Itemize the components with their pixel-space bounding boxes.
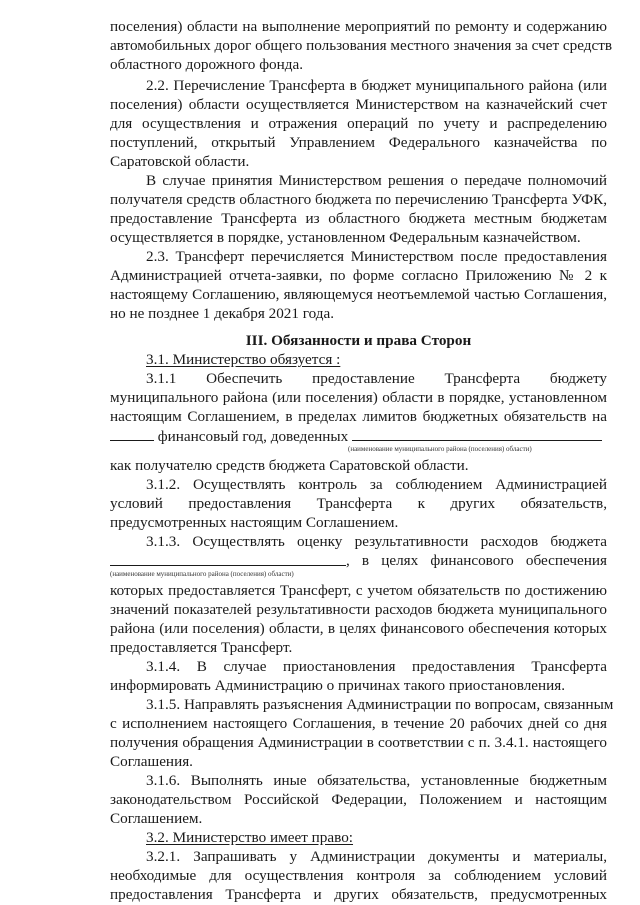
paragraph-line: с исполнением настоящего Соглашения, в течение 20 рабочих дней со дня bbox=[110, 715, 607, 732]
paragraph-line: предусмотренных настоящим Соглашением. bbox=[110, 514, 399, 531]
paragraph-line: 2.3. Трансферт перечисляется Министерством после предоставления bbox=[146, 248, 607, 265]
paragraph-line: Саратовской области. bbox=[110, 153, 250, 170]
paragraph-line: получения обращения Администрации в соответствии с п. 3.4.1. настоящего bbox=[110, 734, 607, 751]
paragraph-line: Администрацией отчета-заявки, по форме согласно Приложению № 2 к bbox=[110, 267, 607, 284]
paragraph-line: предоставление Трансферта из областного бюджета местным бюджетам bbox=[110, 210, 607, 227]
paragraph-line: , в целях финансового обеспечения bbox=[110, 551, 607, 570]
paragraph-line: для осуществления и отражения операций по учету и распределению bbox=[110, 115, 607, 132]
blank-field bbox=[352, 426, 602, 441]
field-caption: (наименование муниципального района (поселения) области) bbox=[348, 445, 532, 453]
paragraph-line: 3.1.5. Направлять разъяснения Администрации по вопросам, связанным bbox=[146, 696, 614, 713]
blank-field bbox=[110, 551, 346, 566]
paragraph-line: условий предоставления Трансферта к других обязательств, bbox=[110, 495, 607, 512]
paragraph-line: Соглашения. bbox=[110, 753, 193, 770]
paragraph-line: Соглашением. bbox=[110, 810, 203, 827]
paragraph-line: 3.1.6. Выполнять иные обязательства, установленные бюджетным bbox=[146, 772, 607, 789]
paragraph-line: настоящим Соглашением, в пределах лимитов бюджетных обязательств на bbox=[110, 408, 607, 425]
paragraph-line: 3.1.4. В случае приостановления предоставления Трансферта bbox=[146, 658, 607, 675]
paragraph-line: необходимые для осуществления контроля за соблюдением условий bbox=[110, 867, 607, 884]
paragraph-line: информировать Администрацию о причинах такого приостановления. bbox=[110, 677, 566, 694]
field-caption: (наименование муниципального района (поселения) области) bbox=[110, 570, 294, 578]
paragraph-line: района (или поселения) области, в целях финансового обеспечения которых bbox=[110, 620, 607, 637]
paragraph-line: 3.2.1. Запрашивать у Администрации документы и материалы, bbox=[146, 848, 607, 865]
paragraph-line: предоставления Трансферта и других обязательств, предусмотренных bbox=[110, 886, 607, 903]
paragraph-line: значений показателей результативности расходов бюджета муниципального bbox=[110, 601, 607, 618]
paragraph-line: поступлений, открытый Управлением Федерального казначейства по bbox=[110, 134, 607, 151]
paragraph-line: муниципального района (или поселения) области в порядке, установленном bbox=[110, 389, 607, 406]
paragraph-line: областного дорожного фонда. bbox=[110, 56, 304, 73]
paragraph-line: 2.2. Перечисление Трансферта в бюджет муниципального района (или bbox=[146, 77, 607, 94]
paragraph-line: настоящему Соглашению, являющемуся неотъемлемой частью Соглашения, bbox=[110, 286, 607, 303]
paragraph-line: законодательством Российской Федерации, Положением и настоящим bbox=[110, 791, 607, 808]
paragraph-line: которых предоставляется Трансферт, с учетом обязательств по достижению bbox=[110, 582, 607, 599]
paragraph-line: как получателю средств бюджета Саратовской области. bbox=[110, 457, 469, 474]
paragraph-line: но не позднее 1 декабря 2021 года. bbox=[110, 305, 335, 322]
subsection-title: 3.2. Министерство имеет право: bbox=[146, 829, 354, 846]
paragraph-line: 3.1.2. Осуществлять контроль за соблюдением Администрацией bbox=[146, 476, 607, 493]
paragraph-line: получателя средств областного бюджета по перечислению Трансферта УФК, bbox=[110, 191, 607, 208]
paragraph-line: финансовый год, доведенных bbox=[110, 426, 607, 445]
paragraph-line: 3.1.3. Осуществлять оценку результативности расходов бюджета bbox=[146, 533, 607, 550]
paragraph-line: В случае принятия Министерством решения о передаче полномочий bbox=[146, 172, 607, 189]
blank-field bbox=[110, 426, 154, 441]
section-heading: III. Обязанности и права Сторон bbox=[245, 332, 472, 349]
paragraph-line: поселения) области осуществляется Министерством на казначейский счет bbox=[110, 96, 607, 113]
paragraph-line: поселения) области на выполнение мероприятий по ремонту и содержанию bbox=[110, 18, 607, 35]
subsection-title: 3.1. Министерство обязуется : bbox=[146, 351, 341, 368]
paragraph-line: автомобильных дорог общего пользования местного значения за счет средств bbox=[110, 37, 613, 54]
paragraph-line: осуществляется в порядке, установленном Федеральным казначейством. bbox=[110, 229, 581, 246]
paragraph-line: 3.1.1 Обеспечить предоставление Трансферта бюджету bbox=[146, 370, 607, 387]
paragraph-line: предоставляется Трансферт. bbox=[110, 639, 293, 656]
